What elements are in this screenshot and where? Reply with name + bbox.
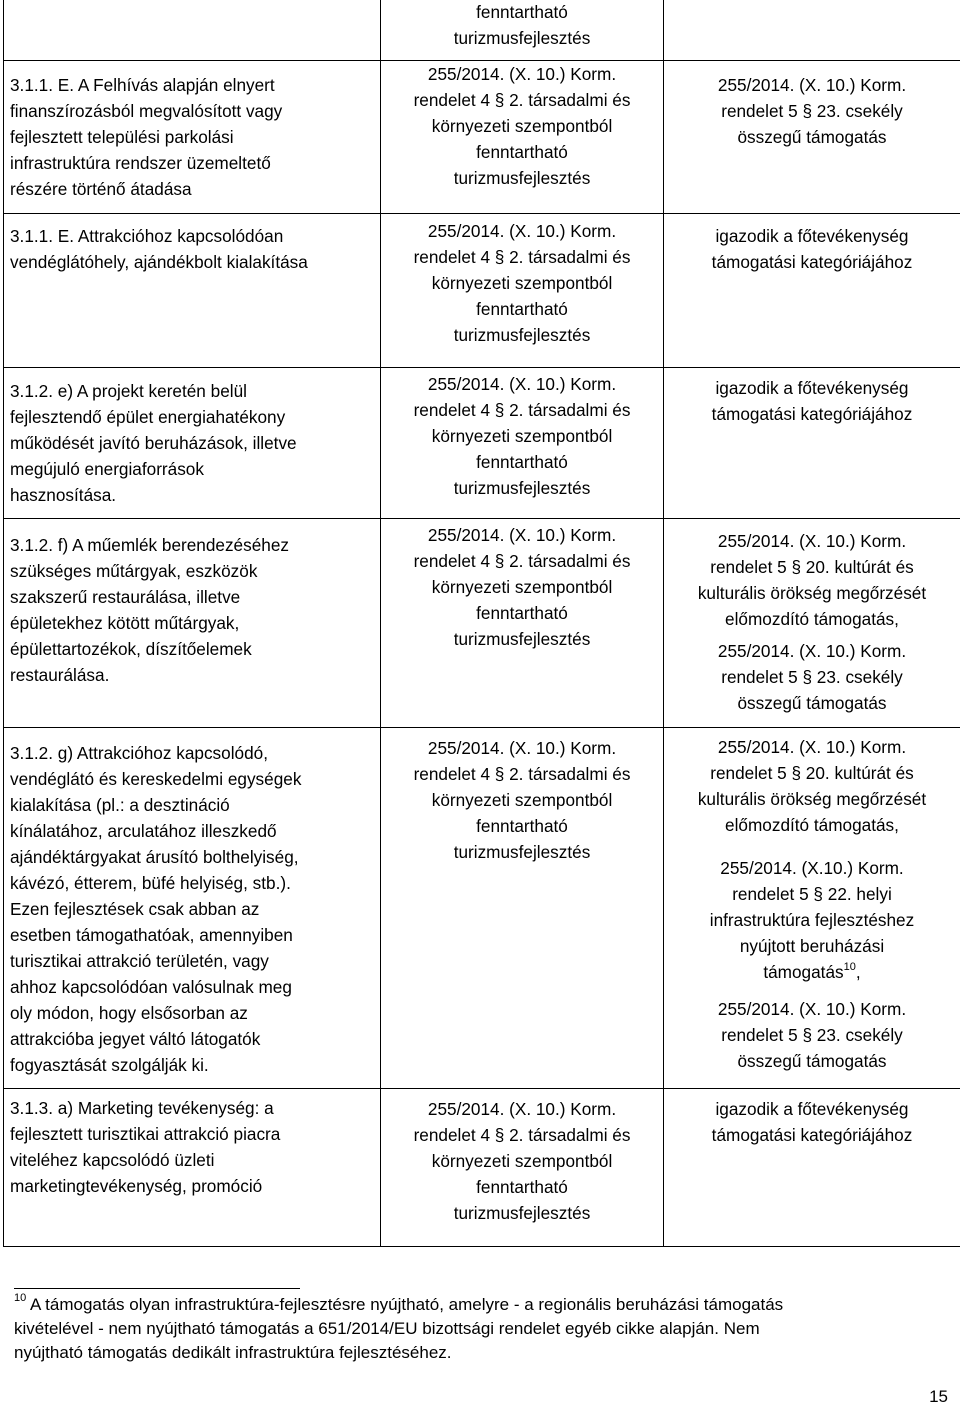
- purpose-cell: [381, 214, 664, 368]
- table-row: [4, 728, 960, 1089]
- aid-category-text: 255/2014. (X. 10.) Korm. rendelet 5 § 20. kultúrát és kulturális örökség megőrzését előmozdító támogatás,: [664, 734, 960, 838]
- footnote: [14, 1293, 934, 1365]
- activity-text: 3.1.1. E. A Felhívás alapján elnyert finanszírozásból megvalósított vagy fejlesztett települési parkolási infrastruktúra rendszer üzemeltető részére történő átadása: [10, 72, 374, 202]
- aid-category-text: [664, 855, 960, 985]
- purpose-cell: [381, 368, 664, 519]
- table-row: [4, 368, 960, 519]
- aid-category-text: 255/2014. (X. 10.) Korm. rendelet 5 § 20. kultúrát és kulturális örökség megőrzését előmozdító támogatás,: [664, 528, 960, 632]
- aid-category-cell: [664, 214, 960, 368]
- footnote-separator: [14, 1288, 300, 1289]
- table-row: [4, 61, 960, 214]
- aid-category-cell: [664, 0, 960, 61]
- activity-cell: [4, 368, 381, 519]
- purpose-cell: [381, 519, 664, 728]
- footnote-number: 10: [14, 1292, 26, 1304]
- purpose-cell: [381, 728, 664, 1089]
- table-row: [4, 214, 960, 368]
- page-number: 15: [929, 1387, 948, 1407]
- aid-category-text: igazodik a főtevékenység támogatási kategóriájához: [664, 223, 960, 275]
- activity-cell: [4, 214, 381, 368]
- aid-category-text: 255/2014. (X. 10.) Korm. rendelet 5 § 23. csekély összegű támogatás: [664, 996, 960, 1074]
- table-row: [4, 0, 960, 61]
- aid-category-text: 255/2014. (X. 10.) Korm. rendelet 5 § 23. csekély összegű támogatás: [664, 638, 960, 716]
- aid-category-cell: [664, 1089, 960, 1247]
- purpose-text: 255/2014. (X. 10.) Korm. rendelet 4 § 2. társadalmi és környezeti szempontból fenntartható turizmusfejlesztés: [381, 1096, 663, 1226]
- regulation-table: [3, 0, 960, 1247]
- purpose-cell: [381, 0, 664, 61]
- activity-cell: [4, 519, 381, 728]
- purpose-cell: [381, 1089, 664, 1247]
- activity-text: 3.1.2. f) A műemlék berendezéséhez szükséges műtárgyak, eszközök szakszerű restaurálása, illetve épületekhez kötött műtárgyak, épülettartozékok, díszítőelemek restaurálása.: [10, 532, 374, 688]
- aid-category-text: igazodik a főtevékenység támogatási kategóriájához: [664, 375, 960, 427]
- activity-text: 3.1.2. e) A projekt keretén belül fejlesztendő épület energiahatékony működését javító beruházások, illetve megújuló energiaforrások hasznosítása.: [10, 378, 374, 508]
- aid-category-text: támogatás: [763, 962, 843, 982]
- purpose-text: 255/2014. (X. 10.) Korm. rendelet 4 § 2. társadalmi és környezeti szempontból fenntartható turizmusfejlesztés: [381, 218, 663, 348]
- aid-category-cell: [664, 368, 960, 519]
- purpose-text: 255/2014. (X. 10.) Korm. rendelet 4 § 2. társadalmi és környezeti szempontból fenntartható turizmusfejlesztés: [381, 522, 663, 652]
- purpose-text: 255/2014. (X. 10.) Korm. rendelet 4 § 2. társadalmi és környezeti szempontból fenntartható turizmusfejlesztés: [381, 735, 663, 865]
- aid-category-cell: [664, 61, 960, 214]
- aid-category-text: 255/2014. (X. 10.) Korm. rendelet 5 § 23. csekély összegű támogatás: [664, 72, 960, 150]
- aid-category-cell: [664, 519, 960, 728]
- activity-cell: [4, 1089, 381, 1247]
- purpose-cell: [381, 61, 664, 214]
- activity-cell: [4, 61, 381, 214]
- aid-category-text: 255/2014. (X.10.) Korm. rendelet 5 § 22. helyi infrastruktúra fejlesztéshez nyújtott beruházási: [710, 858, 914, 956]
- activity-cell: [4, 728, 381, 1089]
- table-row: [4, 519, 960, 728]
- purpose-text: 255/2014. (X. 10.) Korm. rendelet 4 § 2. társadalmi és környezeti szempontból fenntartható turizmusfejlesztés: [381, 61, 663, 191]
- aid-category-text: ,: [856, 962, 861, 982]
- activity-cell: [4, 0, 381, 61]
- aid-category-text: igazodik a főtevékenység támogatási kategóriájához: [664, 1096, 960, 1148]
- activity-text: 3.1.1. E. Attrakcióhoz kapcsolódóan vendéglátóhely, ajándékbolt kialakítása: [10, 223, 374, 275]
- footnote-text: A támogatás olyan infrastruktúra-fejlesztésre nyújtható, amelyre - a regionális beruházási támogatás kivételével - nem nyújtható támogatás a 651/2014/EU bizottsági rendelet egyéb cikke alapján. Nem nyújtható támogatás dedikált infrastruktúra fejlesztéséhez.: [14, 1295, 783, 1362]
- purpose-text: fenntartható turizmusfejlesztés: [381, 0, 663, 51]
- purpose-text: 255/2014. (X. 10.) Korm. rendelet 4 § 2. társadalmi és környezeti szempontból fenntartható turizmusfejlesztés: [381, 371, 663, 501]
- aid-category-cell: [664, 728, 960, 1089]
- table-row: [4, 1089, 960, 1247]
- activity-text: 3.1.2. g) Attrakcióhoz kapcsolódó, vendéglátó és kereskedelmi egységek kialakítása (pl.: a desztináció kínálatához, arculatához illeszkedő ajándéktárgyakat árusító bolthelyiség, kávézó, étterem, büfé helyiség, stb.). Ezen fejlesztések csak abban az esetben támogathatóak, amennyiben turisztikai attrakció területén, vagy ahhoz kapcsolódóan valósulnak meg oly módon, hogy elsősorban az attrakcióba jegyet váltó látogatók fogyasztását szolgálják ki.: [10, 740, 374, 1078]
- footnote-ref[interactable]: 10: [844, 961, 856, 973]
- activity-text: 3.1.3. a) Marketing tevékenység: a fejlesztett turisztikai attrakció piacra viteléhez kapcsolódó üzleti marketingtevékenység, promóció: [10, 1095, 374, 1199]
